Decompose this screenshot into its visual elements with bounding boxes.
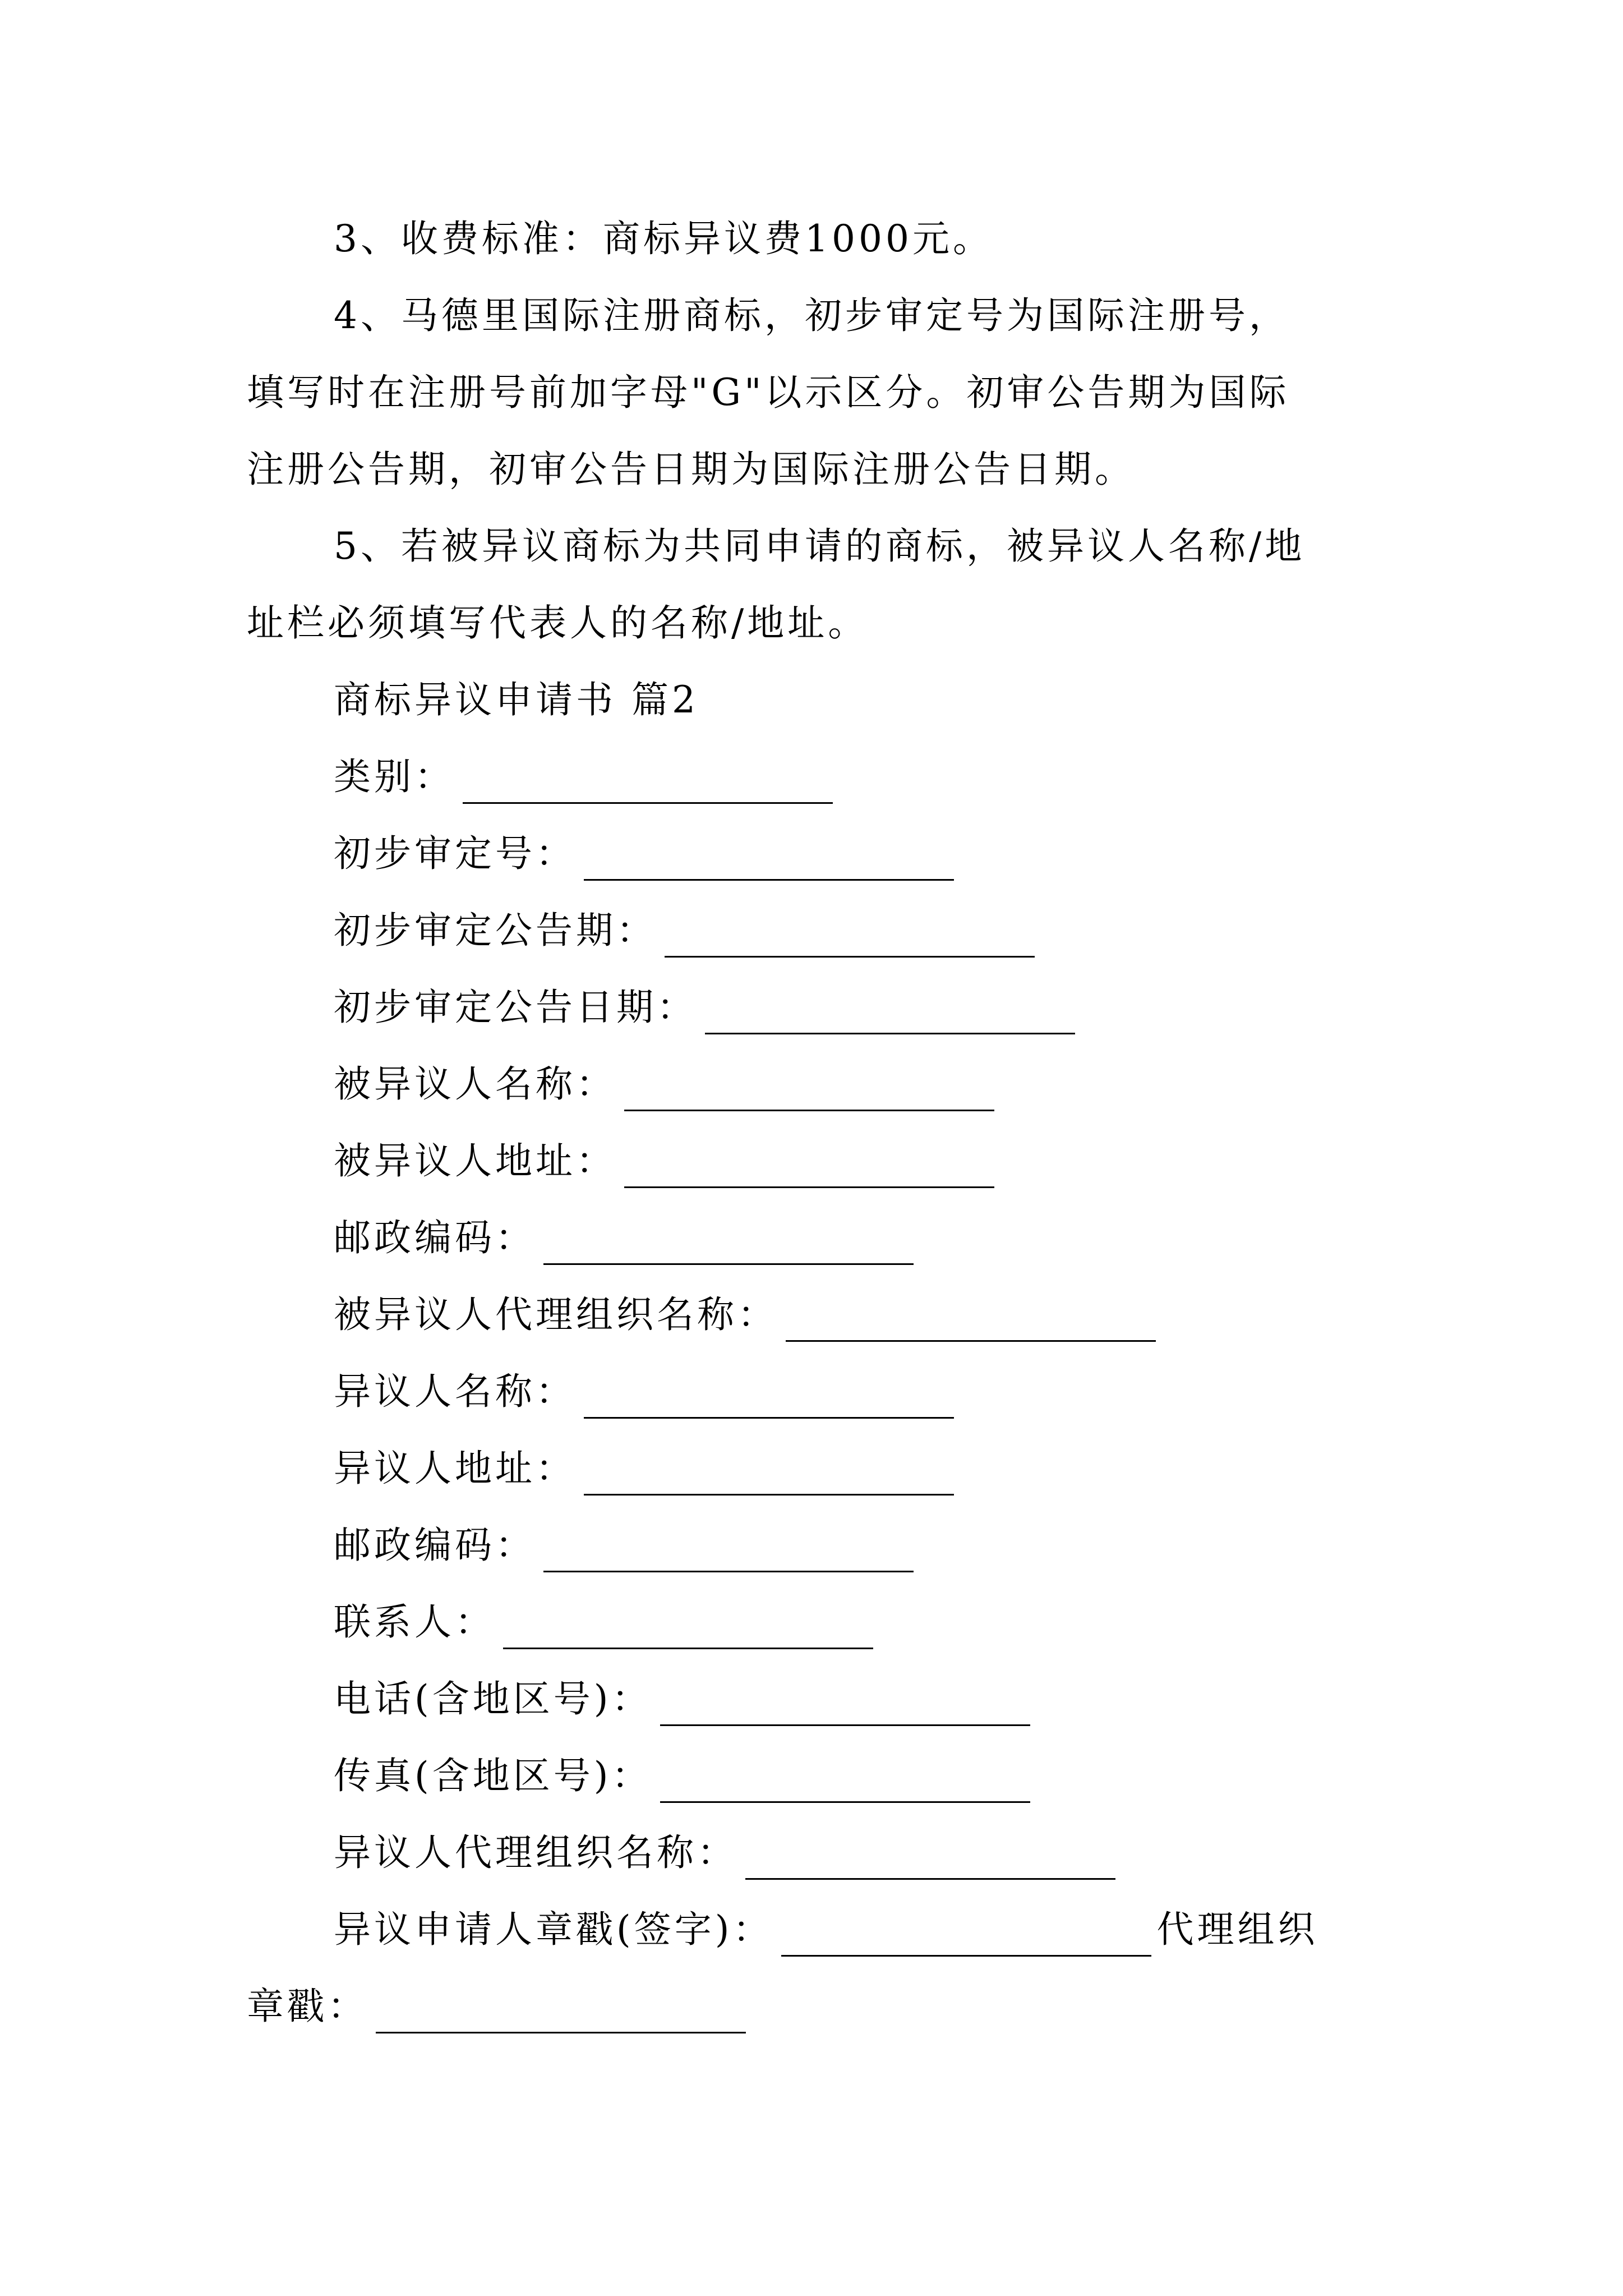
field-postcode-2 bbox=[334, 1519, 914, 1572]
field-opposed-agent bbox=[334, 1288, 1156, 1342]
field-label: 章戳： bbox=[247, 1985, 368, 2028]
field-announce-period bbox=[334, 904, 1035, 958]
field-label: 异议人地址： bbox=[334, 1447, 576, 1490]
field-opposed-name bbox=[334, 1057, 994, 1111]
note-item-4-line-2: 填写时在注册号前加字母"G"以示区分。初审公告期为国际 bbox=[247, 371, 1290, 414]
field-postcode-1 bbox=[334, 1211, 914, 1265]
fill-in-blank[interactable] bbox=[705, 993, 1075, 1034]
field-approval-no bbox=[334, 827, 954, 881]
field-label: 异议人名称： bbox=[334, 1370, 576, 1413]
fill-in-blank[interactable] bbox=[543, 1224, 914, 1265]
field-label: 被异议人代理组织名称： bbox=[334, 1293, 778, 1336]
note-item-5-line-2: 址栏必须填写代表人的名称/地址。 bbox=[247, 601, 869, 645]
field-label: 电话(含地区号)： bbox=[334, 1677, 652, 1720]
field-opponent-address bbox=[334, 1442, 954, 1496]
field-label: 初步审定公告日期： bbox=[334, 986, 697, 1029]
section-title: 商标异议申请书 篇2 bbox=[334, 678, 699, 721]
fill-in-blank[interactable] bbox=[786, 1301, 1156, 1342]
field-agent-seal bbox=[247, 1980, 746, 2033]
fill-in-blank[interactable] bbox=[745, 1839, 1115, 1880]
field-label: 被异议人地址： bbox=[334, 1139, 616, 1182]
field-label: 传真(含地区号)： bbox=[334, 1754, 652, 1797]
field-opponent-name bbox=[334, 1365, 954, 1419]
field-phone bbox=[334, 1672, 1030, 1726]
field-category bbox=[334, 750, 833, 804]
field-contact bbox=[334, 1595, 873, 1649]
field-label: 初步审定号： bbox=[334, 832, 576, 875]
fill-in-blank[interactable] bbox=[503, 1608, 873, 1649]
field-opponent-agent bbox=[334, 1826, 1115, 1880]
fill-in-blank[interactable] bbox=[543, 1531, 914, 1572]
note-item-4-line-1: 4、马德里国际注册商标，初步审定号为国际注册号， bbox=[334, 294, 1289, 337]
fill-in-blank[interactable] bbox=[463, 763, 833, 804]
fill-in-blank[interactable] bbox=[624, 1070, 994, 1111]
fill-in-blank[interactable] bbox=[624, 1147, 994, 1188]
field-applicant-seal bbox=[334, 1903, 1318, 1957]
field-label: 异议申请人章戳(签字)： bbox=[334, 1908, 773, 1951]
field-label: 异议人代理组织名称： bbox=[334, 1831, 737, 1874]
field-label: 联系人： bbox=[334, 1600, 495, 1644]
field-fax bbox=[334, 1749, 1030, 1803]
fill-in-blank[interactable] bbox=[584, 1455, 954, 1496]
field-announce-date bbox=[334, 981, 1075, 1034]
fill-in-blank[interactable] bbox=[584, 840, 954, 881]
note-item-4-line-3: 注册公告期，初审公告日期为国际注册公告日期。 bbox=[247, 448, 1135, 491]
field-label: 邮政编码： bbox=[334, 1216, 536, 1259]
field-label: 邮政编码： bbox=[334, 1524, 536, 1567]
fill-in-blank[interactable] bbox=[584, 1378, 954, 1419]
fill-in-blank[interactable] bbox=[665, 917, 1035, 958]
note-item-5-line-1: 5、若被异议商标为共同申请的商标，被异议人名称/地 bbox=[334, 524, 1306, 568]
fill-in-blank[interactable] bbox=[376, 1993, 746, 2033]
field-label: 被异议人名称： bbox=[334, 1062, 616, 1106]
field-opposed-address bbox=[334, 1134, 994, 1188]
field-label: 类别： bbox=[334, 755, 455, 798]
fill-in-blank[interactable] bbox=[781, 1916, 1151, 1957]
fill-in-blank[interactable] bbox=[660, 1762, 1030, 1803]
agent-seal-label: 代理组织 bbox=[1156, 1908, 1318, 1951]
fill-in-blank[interactable] bbox=[660, 1685, 1030, 1726]
note-item-3: 3、收费标准：商标异议费1000元。 bbox=[334, 217, 993, 260]
field-label: 初步审定公告期： bbox=[334, 909, 657, 952]
